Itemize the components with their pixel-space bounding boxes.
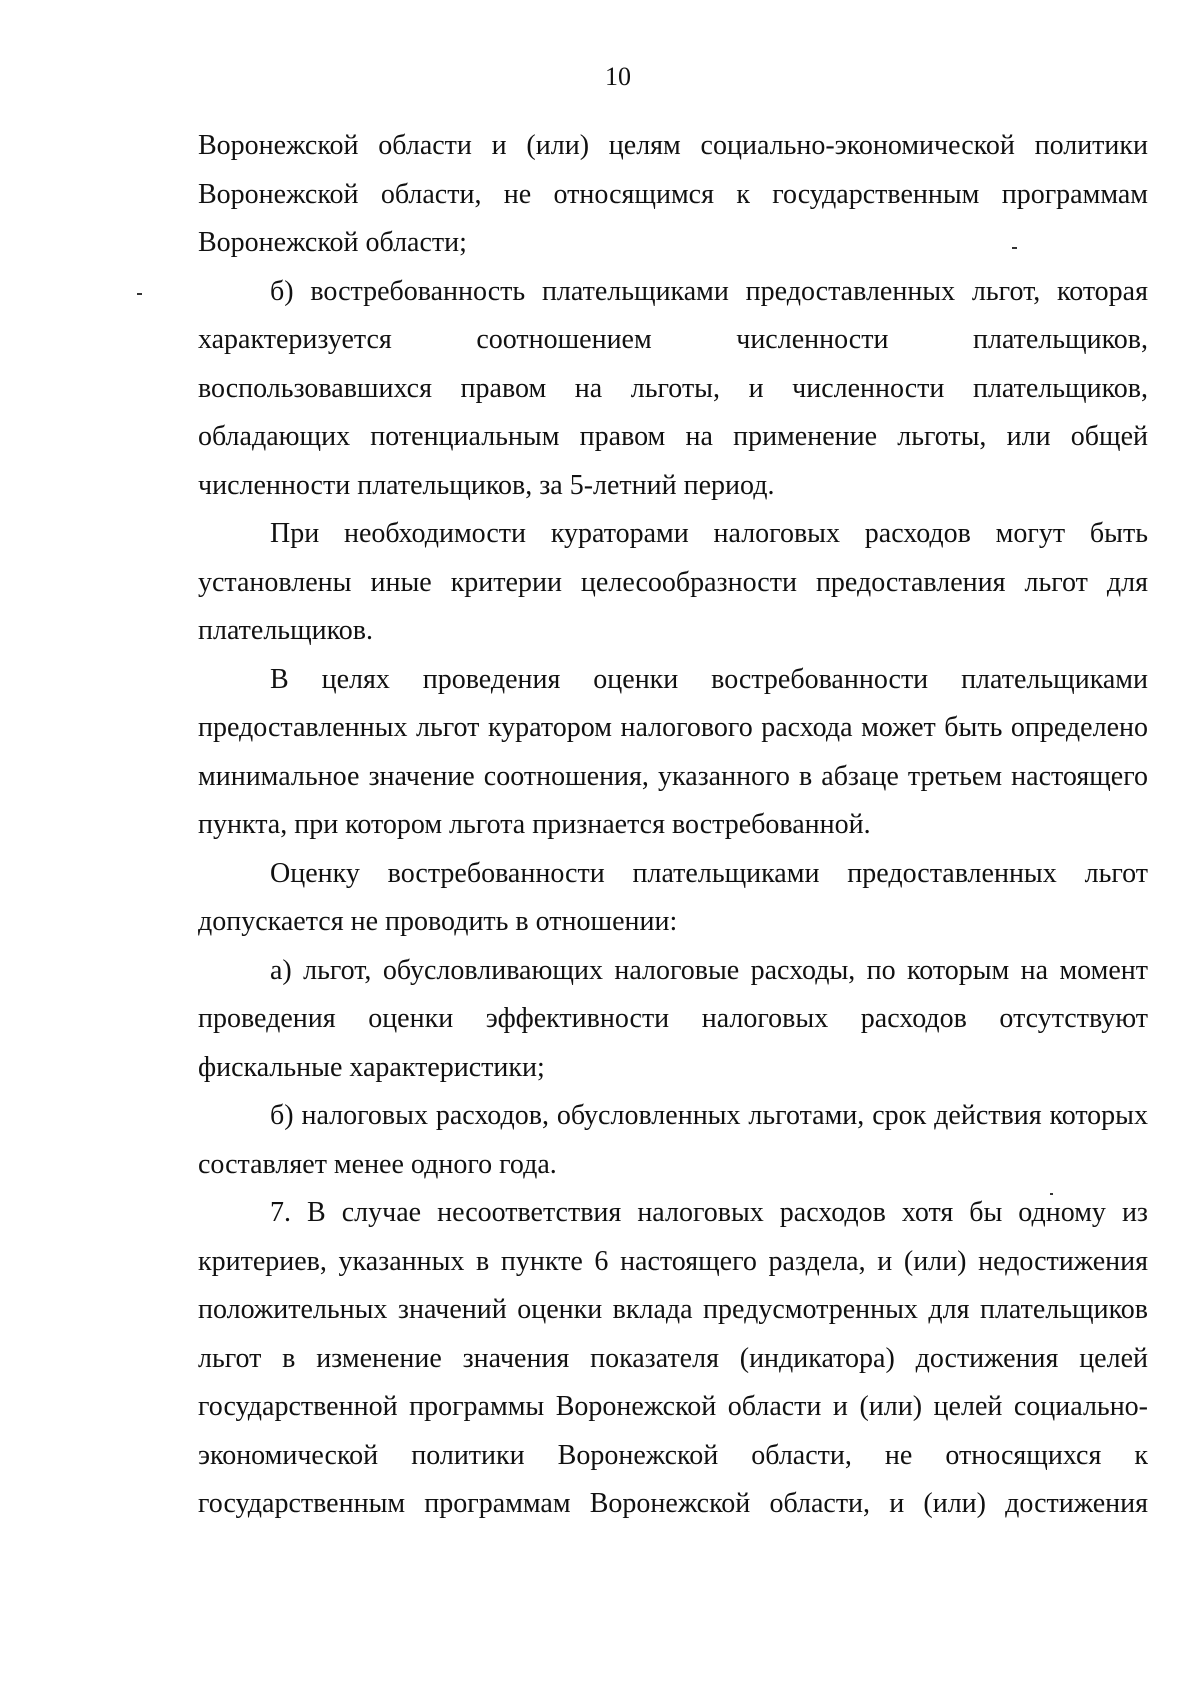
scan-speck [1050,1193,1053,1195]
paragraph-point-7: 7. В случае несоответствия налоговых расходов хотя бы одному из критериев, указанных в пункте 6 настоящего раздела, и (или) недостижения положительных значений оценки вклада предусмотренных для плательщиков льгот в изменение значения показателя (индикатора) достижения целей государственной программы Воронежской области и (или) целей социально-экономической политики Воронежской области, не относящихся к государственным программам Воронежской области, и (или) достижения [198,1197,1148,1519]
page-number: 10 [605,62,631,91]
scan-speck [1012,247,1017,249]
paragraph-exemption-intro: Оценку востребованности плательщиками предоставленных льгот допускается не проводить в отношении: [198,857,1148,937]
paragraph-continuation: Воронежской области и (или) целям социально-экономической политики Воронежской области, не относящимся к государственным программам Воронежской области; [198,130,1148,258]
paragraph-exemption-a: а) льгот, обусловливающих налоговые расходы, по которым на момент проведения оценки эффективности налоговых расходов отсутствуют фискальные характеристики; [198,954,1148,1083]
document-body [198,122,1148,1529]
paragraph-item-b-demand: б) востребованность плательщиками предоставленных льгот, которая характеризуется соотношением численности плательщиков, воспользовавшихся правом на льготы, и численности плательщиков, обладающих потенциальным правом на применение льготы, или общей численности плательщиков, за 5-летний период. [198,275,1148,501]
paragraph-other-criteria: При необходимости кураторами налоговых расходов могут быть установлены иные критерии целесообразности предоставления льгот для плательщиков. [198,518,1148,646]
scan-speck [137,293,142,295]
paragraph-minimum-value: В целях проведения оценки востребованности плательщиками предоставленных льгот куратором налогового расхода может быть определено минимальное значение соотношения, указанного в абзаце третьем настоящего пункта, при котором льгота признается востребованной. [198,663,1148,840]
paragraph-exemption-b: б) налоговых расходов, обусловленных льготами, срок действия которых составляет менее одного года. [198,1100,1148,1180]
